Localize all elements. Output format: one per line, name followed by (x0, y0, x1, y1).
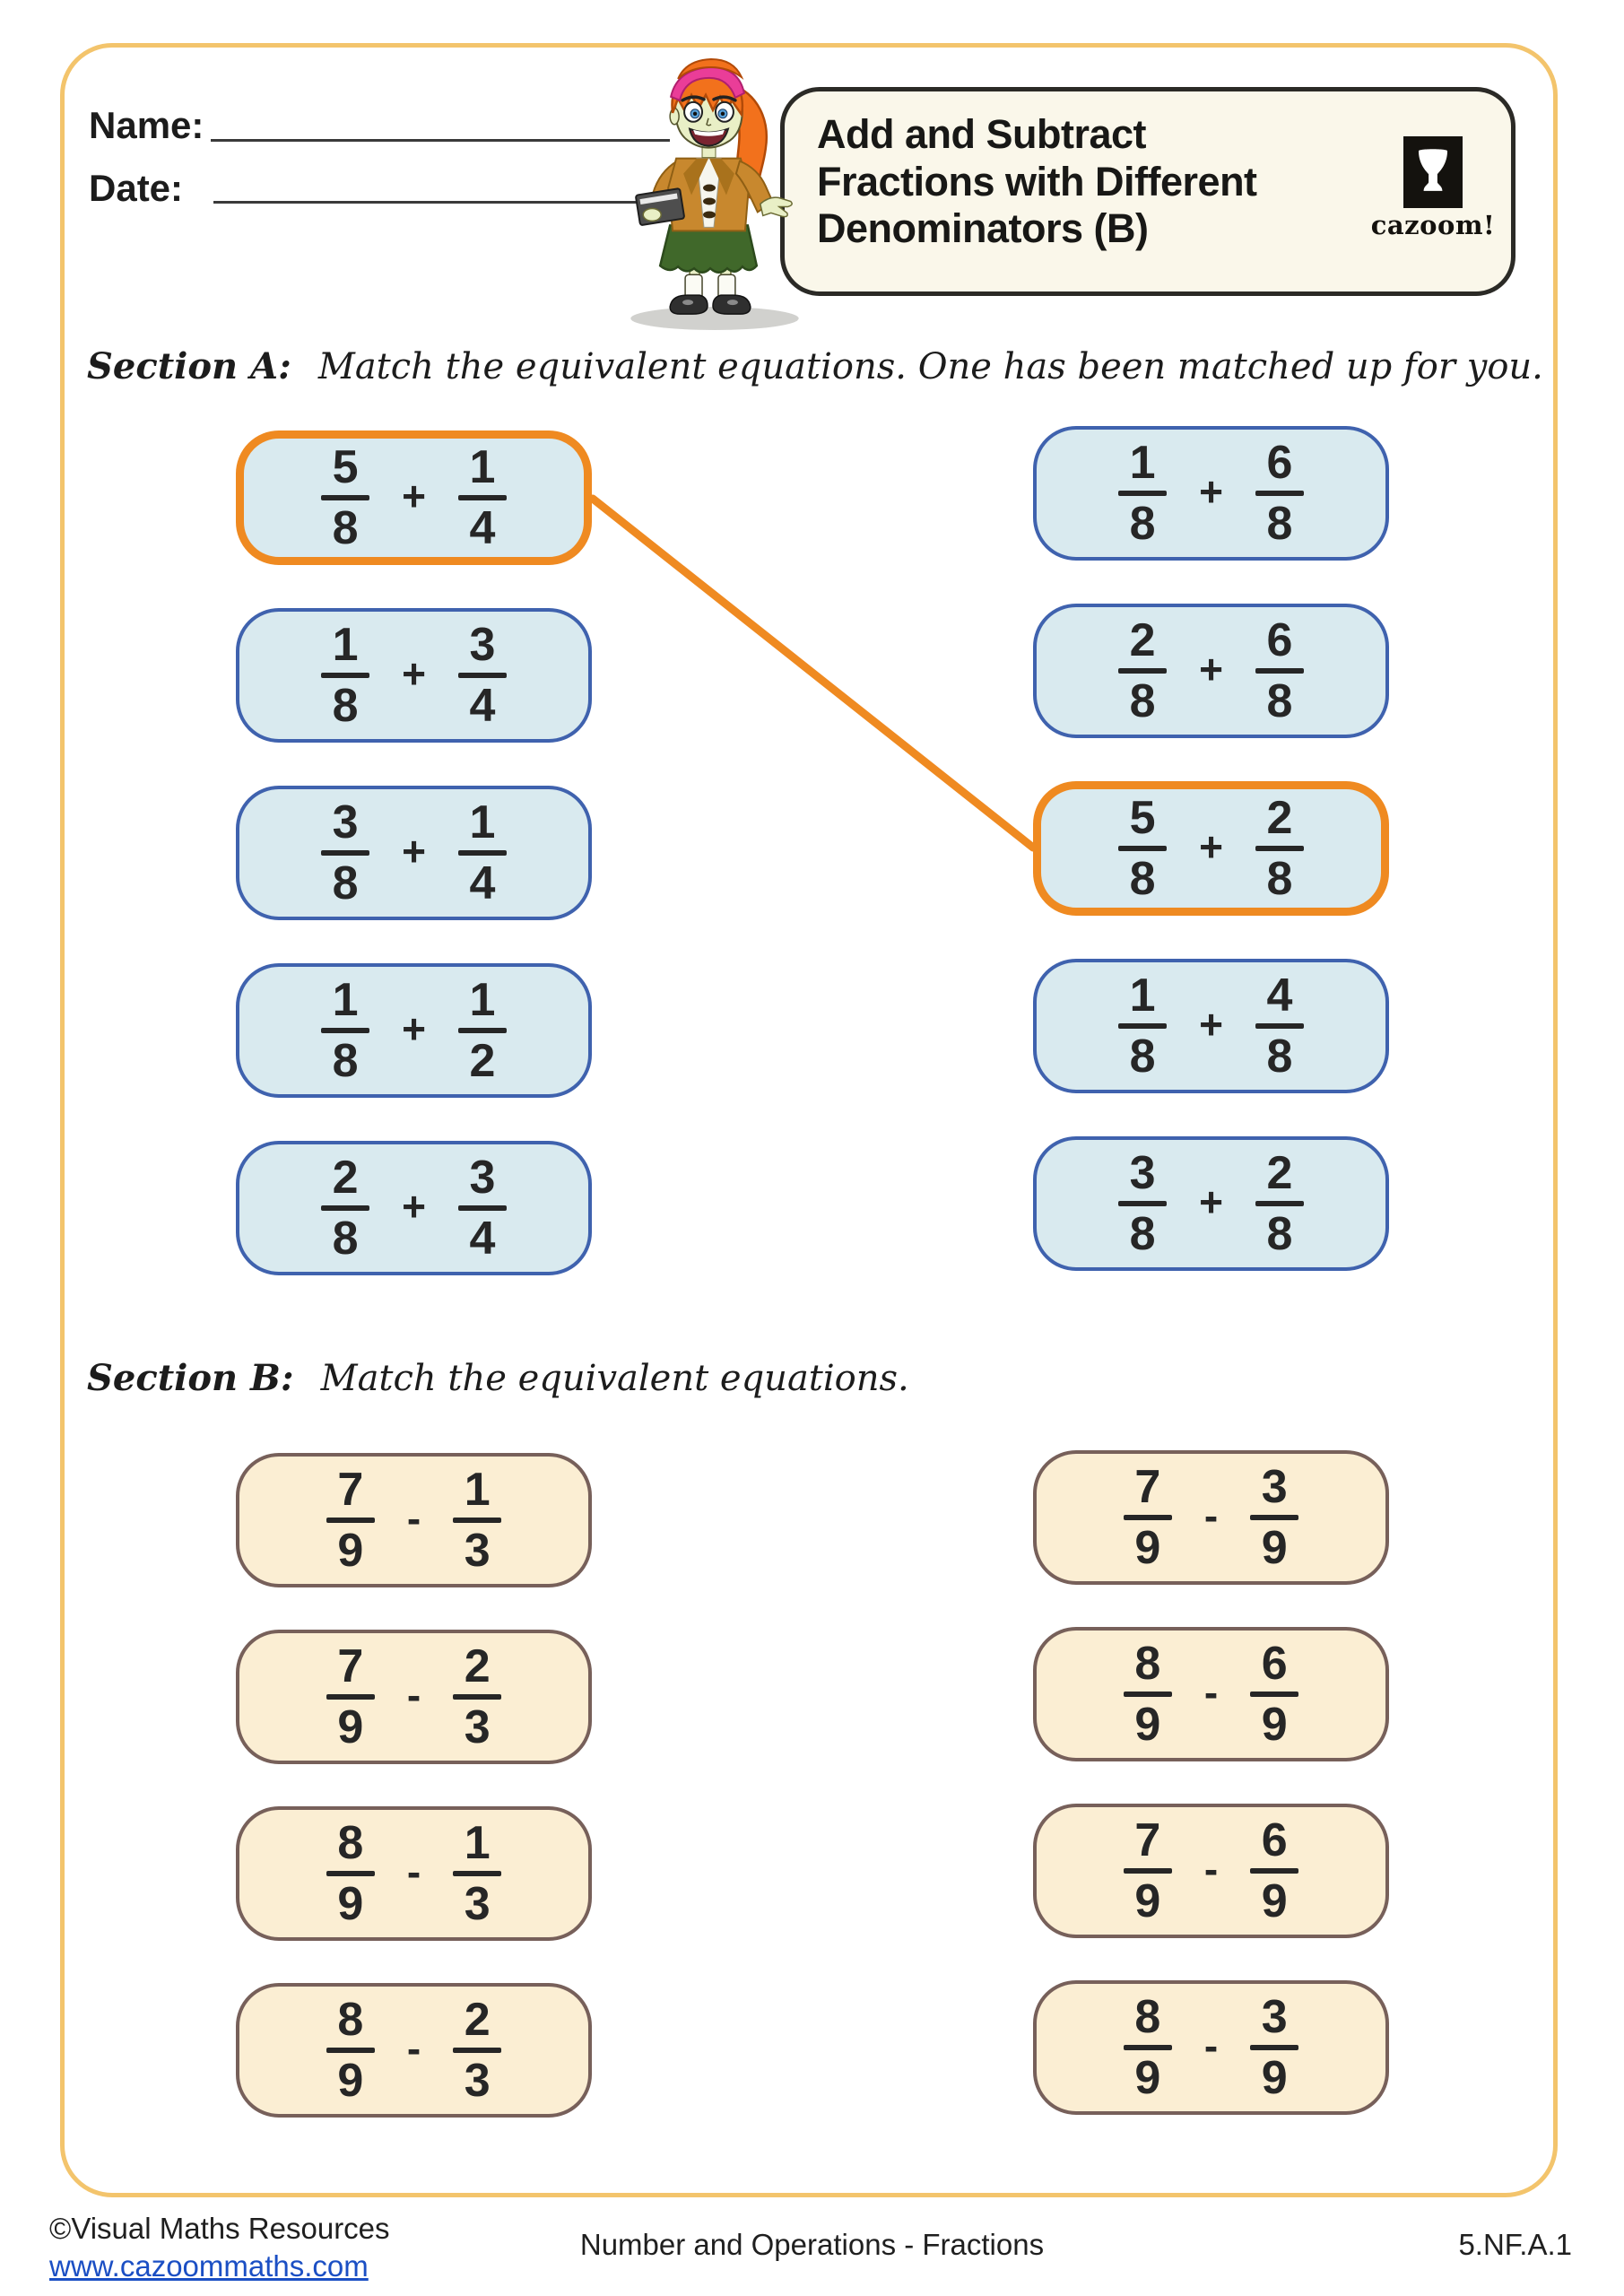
fraction-bar (1118, 846, 1167, 851)
fraction-denominator: 8 (1129, 675, 1156, 727)
fraction-denominator: 9 (1134, 1875, 1161, 1927)
fraction-numerator: 6 (1266, 437, 1293, 489)
fraction-denominator: 9 (337, 1525, 364, 1577)
fraction-bar (326, 1871, 375, 1876)
fraction-numerator: 3 (1261, 1461, 1288, 1513)
cazoom-logo (1366, 136, 1500, 240)
fraction-bar (458, 1205, 507, 1211)
fraction-second (458, 796, 507, 909)
operator-sign: + (402, 1183, 426, 1230)
fraction-denominator: 9 (1261, 1522, 1288, 1574)
operator-sign: - (406, 1672, 421, 1718)
fraction-equation-box[interactable] (1033, 426, 1389, 561)
operator-sign: + (1199, 823, 1223, 870)
fraction-equation-box[interactable] (1033, 1450, 1389, 1585)
fraction-second (458, 441, 507, 554)
fraction-second (453, 1464, 501, 1577)
fraction-denominator: 9 (1261, 1875, 1288, 1927)
fraction-bar (321, 850, 369, 856)
fraction-first (1118, 614, 1167, 727)
operator-sign: - (406, 1848, 421, 1895)
fraction-first (1118, 1147, 1167, 1260)
fraction-denominator: 4 (469, 680, 496, 732)
fraction-first (1118, 437, 1167, 550)
fraction-numerator: 6 (1261, 1638, 1288, 1690)
section-a-heading (87, 345, 1543, 387)
fraction-bar (1255, 491, 1304, 496)
fraction-bar (458, 850, 507, 856)
date-label: Date: (89, 167, 184, 209)
operator-sign: + (1199, 1178, 1223, 1225)
fraction-numerator: 8 (337, 1994, 364, 2046)
fraction-bar (453, 1518, 501, 1523)
fraction-numerator: 1 (1129, 437, 1156, 489)
fraction-numerator: 1 (469, 974, 496, 1026)
fraction-second (1255, 970, 1304, 1083)
footer-website-link[interactable]: www.cazoommaths.com (49, 2249, 369, 2283)
fraction-numerator: 3 (332, 796, 359, 848)
fraction-numerator: 4 (1266, 970, 1293, 1022)
fraction-bar (1250, 2045, 1298, 2050)
student-girl-illustration (595, 54, 821, 335)
fraction-equation-box[interactable] (1033, 1136, 1389, 1271)
fraction-numerator: 1 (469, 796, 496, 848)
fraction-second (1250, 1814, 1298, 1927)
fraction-second (458, 974, 507, 1087)
cazoom-logo-text: cazoom! (1370, 210, 1496, 240)
fraction-bar (453, 1871, 501, 1876)
fraction-second (1255, 1147, 1304, 1260)
page-title (817, 111, 1257, 253)
fraction-second (1255, 792, 1304, 905)
fraction-bar (1118, 491, 1167, 496)
fraction-first (1124, 1461, 1172, 1574)
fraction-first (1118, 970, 1167, 1083)
operator-sign: - (406, 2025, 421, 2072)
fraction-numerator: 2 (332, 1152, 359, 1204)
fraction-equation-box[interactable] (236, 786, 592, 920)
fraction-second (453, 1817, 501, 1930)
fraction-numerator: 8 (337, 1817, 364, 1869)
fraction-numerator: 2 (464, 1994, 491, 2046)
operator-sign: + (402, 828, 426, 874)
fraction-bar (1118, 1201, 1167, 1206)
fraction-bar (1118, 1023, 1167, 1029)
fraction-denominator: 9 (1134, 1522, 1161, 1574)
operator-sign: + (1199, 646, 1223, 692)
footer-category: Number and Operations - Fractions (579, 2228, 1045, 2261)
fraction-bar (321, 495, 369, 500)
section-a-label: Section A: (87, 345, 291, 387)
fraction-first (1124, 1638, 1172, 1751)
fraction-first (326, 1994, 375, 2107)
section-a-left-column (236, 430, 592, 1275)
fraction-denominator: 8 (1129, 1208, 1156, 1260)
operator-sign: + (402, 473, 426, 519)
section-b-instructions: Match the equivalent equations. (320, 1358, 909, 1399)
footer-copyright: ©Visual Maths Resources (49, 2212, 390, 2245)
fraction-first (1124, 1814, 1172, 1927)
fraction-numerator: 5 (332, 441, 359, 493)
fraction-bar (458, 673, 507, 678)
fraction-denominator: 9 (337, 1701, 364, 1753)
fraction-second (458, 619, 507, 732)
fraction-second (1255, 437, 1304, 550)
fraction-bar (321, 1205, 369, 1211)
fraction-numerator: 1 (464, 1817, 491, 1869)
fraction-bar (321, 673, 369, 678)
operator-sign: - (1203, 1492, 1219, 1539)
fraction-second (1250, 1461, 1298, 1574)
fraction-first (321, 1152, 369, 1265)
fraction-numerator: 6 (1261, 1814, 1288, 1866)
fraction-bar (453, 1694, 501, 1700)
fraction-denominator: 4 (469, 502, 496, 554)
fraction-numerator: 1 (332, 974, 359, 1026)
fraction-second (1250, 1638, 1298, 1751)
operator-sign: - (1203, 1846, 1219, 1892)
fraction-numerator: 2 (464, 1640, 491, 1692)
operator-sign: + (1199, 468, 1223, 515)
fraction-bar (458, 1028, 507, 1033)
fraction-denominator: 9 (337, 1878, 364, 1930)
section-b-heading (87, 1357, 909, 1399)
fraction-numerator: 3 (1261, 1991, 1288, 2043)
fraction-bar (1250, 1692, 1298, 1697)
fraction-numerator: 3 (469, 1152, 496, 1204)
fraction-bar (326, 1694, 375, 1700)
fraction-bar (1124, 1868, 1172, 1874)
fraction-bar (1124, 1692, 1172, 1697)
title-line-1: Add and Subtract (817, 111, 1147, 157)
fraction-numerator: 1 (1129, 970, 1156, 1022)
fraction-bar (1255, 1023, 1304, 1029)
operator-sign: - (1203, 1669, 1219, 1716)
fraction-denominator: 3 (464, 1878, 491, 1930)
fraction-bar (1255, 668, 1304, 674)
fraction-numerator: 1 (464, 1464, 491, 1516)
fraction-numerator: 5 (1129, 792, 1156, 844)
fraction-bar (1124, 1515, 1172, 1520)
fraction-second (453, 1994, 501, 2107)
fraction-first (321, 974, 369, 1087)
fraction-bar (321, 1028, 369, 1033)
fraction-first (1124, 1991, 1172, 2104)
fraction-denominator: 8 (332, 857, 359, 909)
fraction-denominator: 8 (1266, 853, 1293, 905)
section-a-instructions: Match the equivalent equations. One has been matched up for you. (317, 346, 1543, 387)
fraction-denominator: 3 (464, 2055, 491, 2107)
fraction-equation-box[interactable] (236, 430, 592, 565)
fraction-denominator: 8 (1266, 1031, 1293, 1083)
operator-sign: + (402, 1005, 426, 1052)
fraction-numerator: 8 (1134, 1991, 1161, 2043)
fraction-denominator: 8 (332, 1213, 359, 1265)
fraction-denominator: 9 (1261, 2052, 1288, 2104)
fraction-numerator: 1 (332, 619, 359, 671)
fraction-denominator: 8 (332, 502, 359, 554)
fraction-numerator: 7 (337, 1464, 364, 1516)
fraction-denominator: 9 (337, 2055, 364, 2107)
fraction-denominator: 8 (1129, 498, 1156, 550)
fraction-bar (453, 2048, 501, 2053)
operator-sign: + (402, 650, 426, 697)
section-a-right-column (1033, 426, 1389, 1271)
fraction-equation-box[interactable] (1033, 1627, 1389, 1761)
fraction-numerator: 1 (469, 441, 496, 493)
fraction-bar (1124, 2045, 1172, 2050)
fraction-first (1118, 792, 1167, 905)
fraction-equation-box[interactable] (1033, 1804, 1389, 1938)
fraction-second (453, 1640, 501, 1753)
worksheet-title-box (780, 87, 1515, 296)
section-b-left-column (236, 1453, 592, 2118)
fraction-bar (1250, 1515, 1298, 1520)
fraction-numerator: 7 (337, 1640, 364, 1692)
fraction-denominator: 9 (1261, 1699, 1288, 1751)
fraction-denominator: 4 (469, 1213, 496, 1265)
fraction-equation-box[interactable] (1033, 781, 1389, 916)
fraction-equation-box[interactable] (236, 1806, 592, 1941)
fraction-bar (1118, 668, 1167, 674)
fraction-numerator: 2 (1266, 792, 1293, 844)
fraction-numerator: 3 (1129, 1147, 1156, 1199)
fraction-first (321, 619, 369, 732)
operator-sign: - (1203, 2022, 1219, 2069)
fraction-equation-box[interactable] (1033, 1980, 1389, 2115)
fraction-numerator: 2 (1129, 614, 1156, 666)
fraction-numerator: 2 (1266, 1147, 1293, 1199)
fraction-second (458, 1152, 507, 1265)
cazoom-drum-icon (1403, 136, 1463, 208)
section-b-label: Section B: (87, 1357, 294, 1399)
fraction-second (1250, 1991, 1298, 2104)
fraction-bar (1255, 846, 1304, 851)
fraction-denominator: 3 (464, 1525, 491, 1577)
fraction-first (326, 1817, 375, 1930)
fraction-equation-box[interactable] (236, 963, 592, 1098)
section-b-right-column (1033, 1450, 1389, 2115)
fraction-bar (326, 1518, 375, 1523)
fraction-denominator: 9 (1134, 1699, 1161, 1751)
footer-standard-code: 5.NF.A.1 (1458, 2228, 1572, 2261)
fraction-equation-box[interactable] (1033, 959, 1389, 1093)
fraction-denominator: 8 (1129, 853, 1156, 905)
name-label: Name: (89, 104, 204, 146)
fraction-denominator: 2 (469, 1035, 496, 1087)
fraction-equation-box[interactable] (1033, 604, 1389, 738)
fraction-denominator: 8 (332, 1035, 359, 1087)
fraction-denominator: 4 (469, 857, 496, 909)
fraction-equation-box[interactable] (236, 1983, 592, 2118)
fraction-numerator: 7 (1134, 1461, 1161, 1513)
fraction-denominator: 8 (332, 680, 359, 732)
fraction-first (326, 1464, 375, 1577)
fraction-bar (458, 495, 507, 500)
fraction-bar (1250, 1868, 1298, 1874)
fraction-denominator: 8 (1266, 1208, 1293, 1260)
fraction-bar (1255, 1201, 1304, 1206)
fraction-denominator: 8 (1266, 675, 1293, 727)
fraction-equation-box[interactable] (236, 608, 592, 743)
fraction-numerator: 7 (1134, 1814, 1161, 1866)
fraction-numerator: 6 (1266, 614, 1293, 666)
title-line-3: Denominators (B) (817, 205, 1149, 252)
fraction-numerator: 3 (469, 619, 496, 671)
fraction-bar (326, 2048, 375, 2053)
fraction-second (1255, 614, 1304, 727)
fraction-first (321, 441, 369, 554)
fraction-denominator: 8 (1129, 1031, 1156, 1083)
fraction-denominator: 3 (464, 1701, 491, 1753)
fraction-equation-box[interactable] (236, 1630, 592, 1764)
fraction-denominator: 8 (1266, 498, 1293, 550)
fraction-equation-box[interactable] (236, 1453, 592, 1587)
operator-sign: - (406, 1495, 421, 1542)
fraction-denominator: 9 (1134, 2052, 1161, 2104)
fraction-first (326, 1640, 375, 1753)
fraction-equation-box[interactable] (236, 1141, 592, 1275)
operator-sign: + (1199, 1001, 1223, 1048)
fraction-first (321, 796, 369, 909)
title-line-2: Fractions with Different (817, 158, 1257, 204)
fraction-numerator: 8 (1134, 1638, 1161, 1690)
